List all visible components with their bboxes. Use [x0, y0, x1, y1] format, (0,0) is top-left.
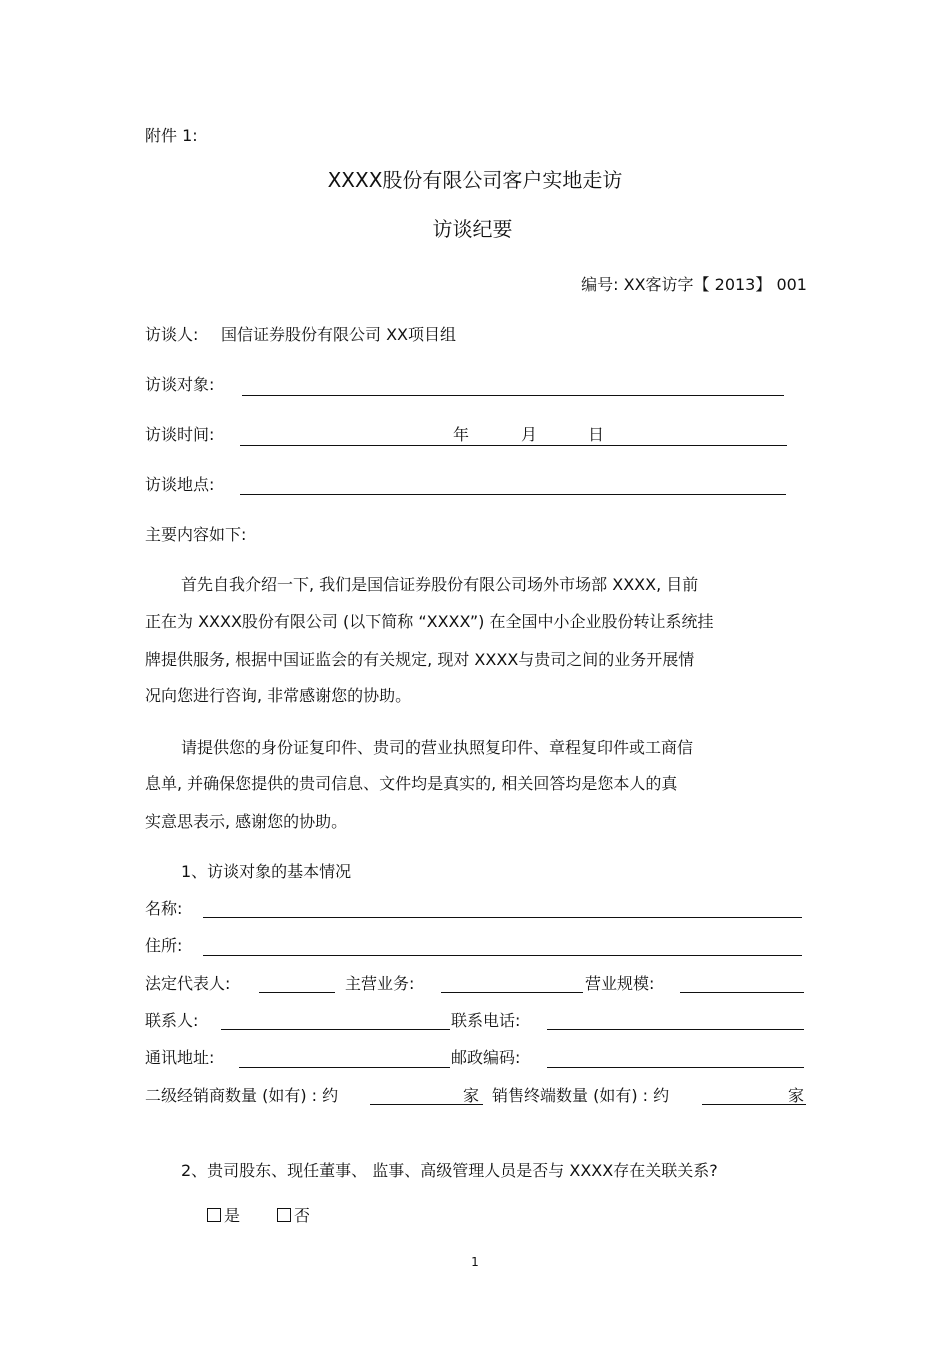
day-label: 日: [588, 425, 605, 444]
intro-line-4: 况向您进行咨询, 非常感谢您的协助。: [145, 686, 412, 705]
request-line-2: 息单, 并确保您提供的贵司信息、文件均是真实的, 相关回答均是您本人的真: [145, 774, 678, 793]
address-field[interactable]: [203, 955, 802, 956]
month-label: 月: [521, 425, 538, 444]
interview-place-field[interactable]: [240, 494, 786, 495]
terminals-unit: 家: [788, 1086, 805, 1105]
intro-line-2: 正在为 XXXX股份有限公司 (以下简称 “XXXX”) 在全国中小企业股份转让系统挂: [145, 612, 714, 631]
postcode-field[interactable]: [547, 1067, 804, 1068]
intro-line-1: 首先自我介绍一下, 我们是国信证券股份有限公司场外市场部 XXXX, 目前: [181, 575, 699, 594]
year-label: 年: [453, 425, 470, 444]
postcode-label: 邮政编码:: [451, 1048, 521, 1067]
address-label: 住所:: [145, 936, 183, 955]
contact-field[interactable]: [221, 1029, 450, 1030]
interviewer-value: 国信证券股份有限公司 XX项目组: [221, 325, 457, 344]
interview-place-label: 访谈地点:: [145, 475, 215, 494]
request-line-1: 请提供您的身份证复印件、贵司的营业执照复印件、章程复印件或工商信: [181, 738, 694, 757]
document-subtitle: 访谈纪要: [432, 217, 513, 241]
document-title: XXXX股份有限公司客户实地走访: [327, 168, 623, 192]
no-checkbox[interactable]: [277, 1208, 291, 1222]
option-yes[interactable]: [207, 1208, 240, 1224]
scale-label: 营业规模:: [585, 974, 655, 993]
option-no-label: 否: [294, 1206, 311, 1225]
name-label: 名称:: [145, 899, 183, 918]
interviewee-label: 访谈对象:: [145, 375, 215, 394]
name-field[interactable]: [203, 917, 802, 918]
interview-time-field[interactable]: [240, 445, 787, 446]
main-business-field[interactable]: [441, 992, 583, 993]
phone-field[interactable]: [547, 1029, 804, 1030]
main-content-label: 主要内容如下:: [145, 525, 247, 544]
section1-heading: 1、访谈对象的基本情况: [181, 862, 352, 881]
mail-address-field[interactable]: [239, 1067, 450, 1068]
option-yes-label: 是: [224, 1206, 241, 1225]
distributors-label: 二级经销商数量 (如有) : 约: [145, 1086, 339, 1105]
yes-checkbox[interactable]: [207, 1208, 221, 1222]
phone-label: 联系电话:: [451, 1011, 521, 1030]
distributors-unit: 家: [463, 1086, 480, 1105]
main-business-label: 主营业务:: [345, 974, 415, 993]
interviewer-label: 访谈人:: [145, 325, 199, 344]
intro-line-3: 牌提供服务, 根据中国证监会的有关规定, 现对 XXXX与贵司之间的业务开展情: [145, 650, 695, 669]
section2-question: 2、贵司股东、现任董事、 监事、高级管理人员是否与 XXXX存在关联关系?: [181, 1161, 718, 1180]
scale-field[interactable]: [680, 992, 804, 993]
contact-label: 联系人:: [145, 1011, 199, 1030]
page-number: 1: [471, 1255, 479, 1269]
interviewee-field[interactable]: [242, 395, 784, 396]
attachment-label: 附件 1:: [145, 126, 198, 145]
document-number: 编号: XX客访字【 2013】 001: [581, 275, 807, 294]
option-no[interactable]: [277, 1208, 310, 1224]
legal-rep-label: 法定代表人:: [145, 974, 231, 993]
legal-rep-field[interactable]: [259, 992, 335, 993]
mail-address-label: 通讯地址:: [145, 1048, 215, 1067]
terminals-label: 销售终端数量 (如有) : 约: [492, 1086, 670, 1105]
request-line-3: 实意思表示, 感谢您的协助。: [145, 812, 348, 831]
interview-time-label: 访谈时间:: [145, 425, 215, 444]
